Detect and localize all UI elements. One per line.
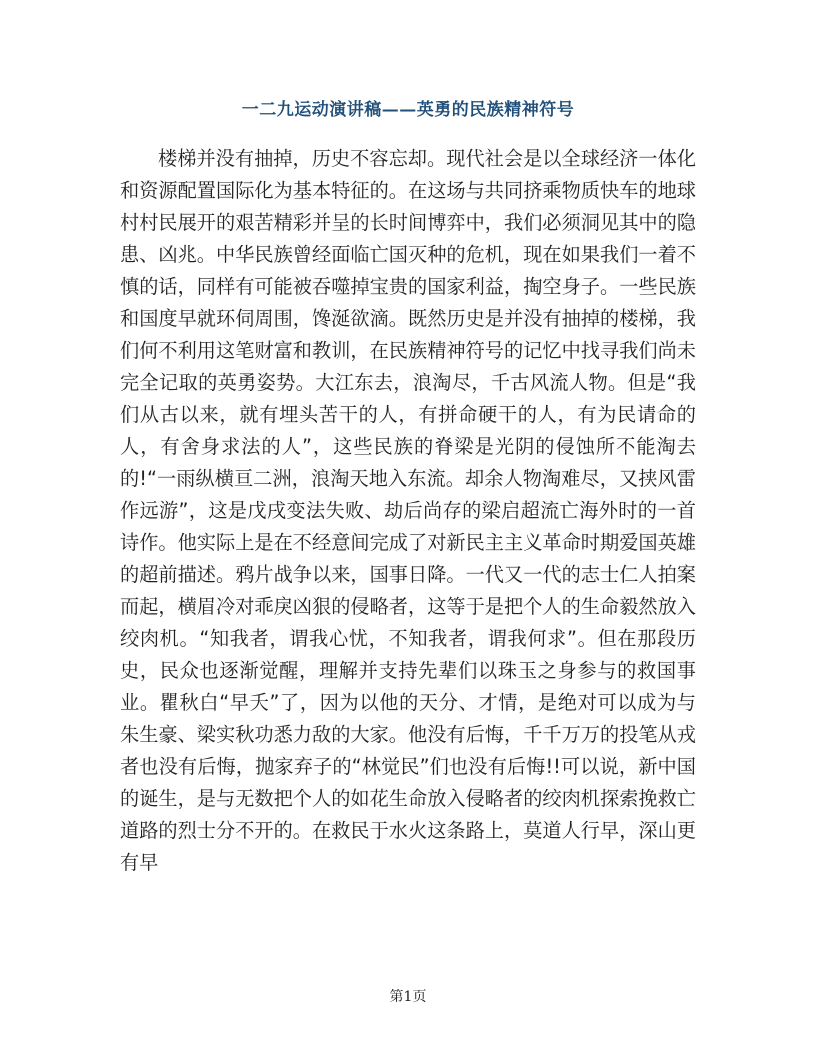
document-body-paragraph: 楼梯并没有抽掉，历史不容忘却。现代社会是以全球经济一体化和资源配置国际化为基本特征的。在这场与共同挤乘物质快车的地球村村民展开的艰苦精彩并呈的长时间博弈中，我们必须洞见其中的隐患、凶兆。中华民族曾经面临亡国灭种的危机，现在如果我们一着不慎的话，同样有可能被吞噬掉宝贵的国家利益，掏空身子。一些民族和国度早就环伺周围，馋涎欲滴。既然历史是并没有抽掉的楼梯，我们何不利用这笔财富和教训，在民族精神符号的记忆中找寻我们尚未完全记取的英勇姿势。大江东去，浪淘尽，千古风流人物。但是“我们从古以来，就有埋头苦干的人，有拼命硬干的人，有为民请命的人，有舍身求法的人”，这些民族的脊梁是光阴的侵蚀所不能淘去的!“一雨纵横亘二洲，浪淘天地入东流。却余人物淘难尽，又挟风雷作远游”，这是戊戌变法失败、劫后尚存的梁启超流亡海外时的一首诗作。他实际上是在不经意间完成了对新民主主义革命时期爱国英雄的超前描述。鸦片战争以来，国事日降。一代又一代的志士仁人拍案而起，横眉冷对乖戾凶狠的侵略者，这等于是把个人的生命毅然放入绞肉机。“知我者，谓我心忧，不知我者，谓我何求”。但在那段历史，民众也逐渐觉醒，理解并支持先辈们以珠玉之身参与的救国事业。瞿秋白“早夭”了，因为以他的天分、才情，是绝对可以成为与朱生豪、梁实秋功悉力敌的大家。他没有后悔，千千万万的投笔从戎者也没有后悔，抛家弃子的“林觉民”们也没有后悔!!可以说，新中国的诞生，是与无数把个人的如花生命放入侵略者的绞肉机探索挽救亡道路的烈士分不开的。在救民于水火这条路上，莫道人行早，深山更有早 (120, 147, 696, 874)
document-title: 一二九运动演讲稿——英勇的民族精神符号 (241, 100, 575, 120)
page-number-footer: 第1页 (389, 989, 427, 1005)
